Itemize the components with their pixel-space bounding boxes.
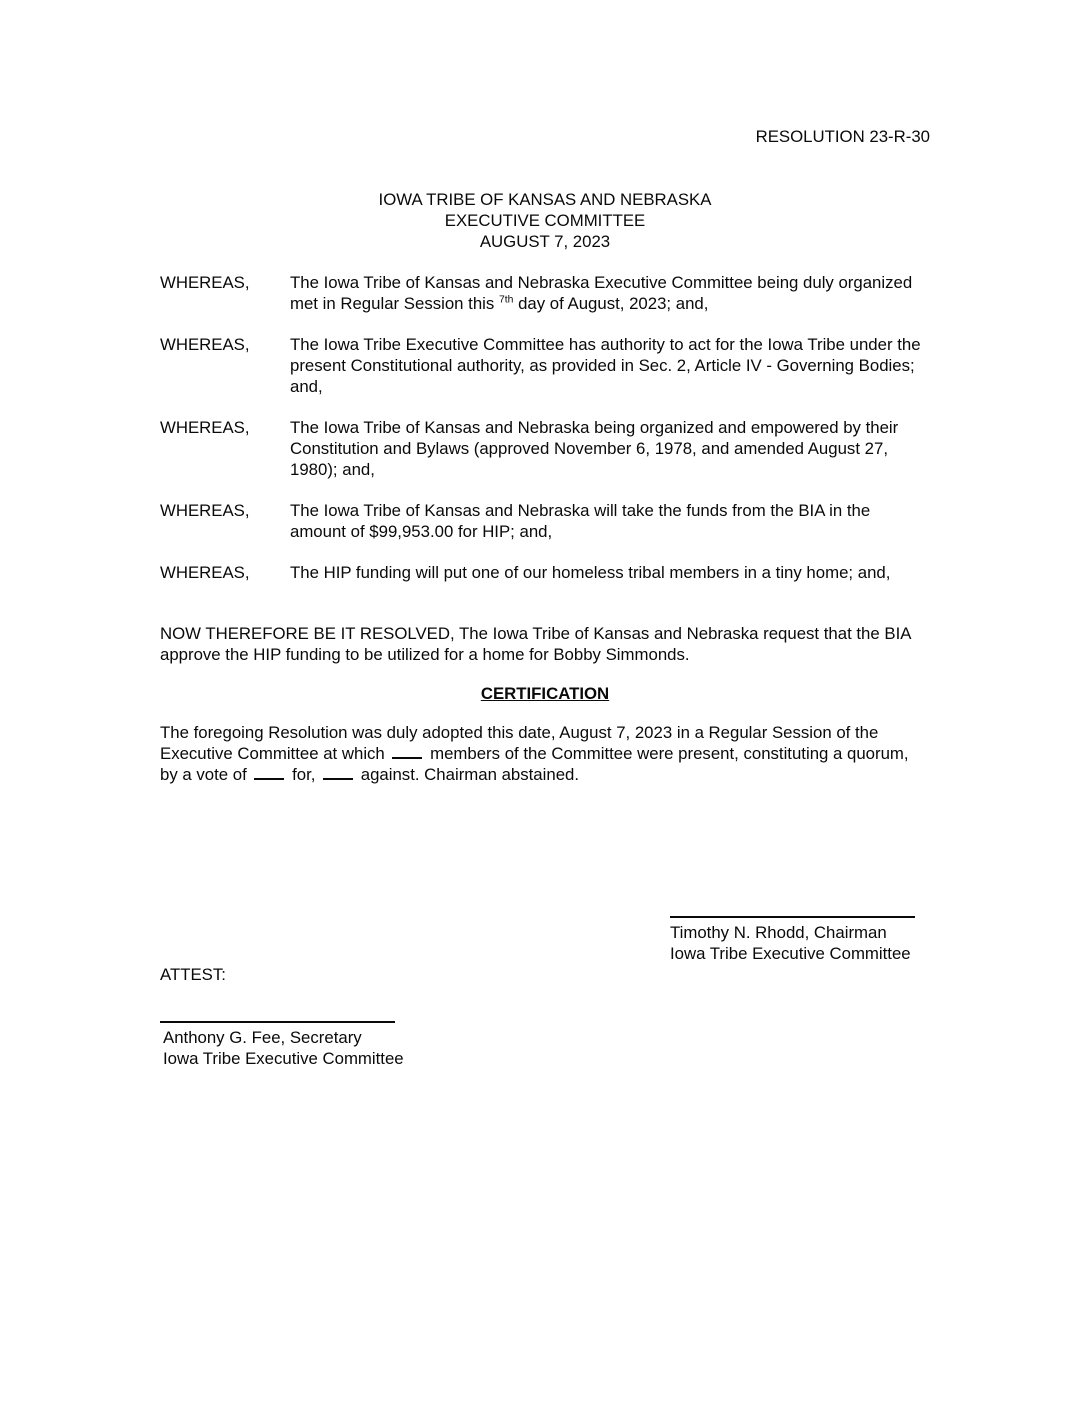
blank-votes-against	[323, 765, 353, 780]
whereas1-pre: The Iowa Tribe of Kansas and Nebraska Executive Committee being duly organized met in Regular Session this	[290, 273, 913, 313]
attest-label: ATTEST:	[160, 965, 226, 984]
secretary-org: Iowa Tribe Executive Committee	[163, 1049, 404, 1068]
secretary-name: Anthony G. Fee, Secretary	[163, 1028, 362, 1047]
chairman-signature-line	[670, 916, 915, 918]
certification-heading: CERTIFICATION	[480, 684, 610, 703]
cert-seg3: for,	[287, 765, 321, 784]
resolved-paragraph: NOW THEREFORE BE IT RESOLVED, The Iowa Tribe of Kansas and Nebraska request that the BIA approve the HIP funding to be utilized for a home for Bobby Simmonds.	[160, 624, 911, 664]
whereas-clause-4	[160, 500, 930, 542]
document-content	[160, 126, 930, 1069]
whereas-text	[290, 272, 930, 314]
chairman-org: Iowa Tribe Executive Committee	[670, 944, 911, 963]
whereas1-post: day of August, 2023; and,	[513, 294, 709, 313]
whereas-text: The HIP funding will put one of our homeless tribal members in a tiny home; and,	[290, 563, 891, 582]
whereas-label: WHEREAS,	[160, 563, 250, 582]
cert-seg2: members of the Committee were present, constituting a quorum, by a vote of	[160, 744, 909, 784]
chairman-name: Timothy N. Rhodd, Chairman	[670, 923, 887, 942]
secretary-signature-block	[160, 1021, 420, 1069]
header-date: AUGUST 7, 2023	[479, 232, 611, 251]
whereas-text: The Iowa Tribe Executive Committee has authority to act for the Iowa Tribe under the present Constitutional authority, as provided in Sec. 2, Article IV - Governing Bodies; and,	[290, 335, 921, 396]
whereas-label: WHEREAS,	[160, 418, 250, 437]
document-header	[160, 189, 930, 252]
blank-members-count	[392, 744, 422, 759]
whereas-clause-5	[160, 562, 930, 583]
certification-paragraph	[160, 722, 930, 785]
secretary-signature-line	[160, 1021, 395, 1023]
header-tribe-name: IOWA TRIBE OF KANSAS AND NEBRASKA	[378, 190, 712, 209]
whereas-clause-2	[160, 334, 930, 397]
whereas-clause-3	[160, 417, 930, 480]
whereas-text: The Iowa Tribe of Kansas and Nebraska being organized and empowered by their Constitution and Bylaws (approved November 6, 1978, and amended August 27, 1980); and,	[290, 418, 899, 479]
cert-seg1: The foregoing Resolution was duly adopted this date, August 7, 2023 in a Regular Session of the Executive Committee at which	[160, 723, 879, 763]
chairman-signature-block	[670, 916, 922, 964]
cert-seg4: against. Chairman abstained.	[356, 765, 580, 784]
whereas-text: The Iowa Tribe of Kansas and Nebraska will take the funds from the BIA in the amount of $99,953.00 for HIP; and,	[290, 501, 871, 541]
header-committee: EXECUTIVE COMMITTEE	[444, 211, 646, 230]
whereas-label: WHEREAS,	[160, 501, 250, 520]
whereas-section	[160, 272, 930, 583]
whereas1-ordinal: 7th	[498, 294, 514, 306]
resolution-number: RESOLUTION 23-R-30	[755, 127, 930, 146]
whereas-clause-1	[160, 272, 930, 314]
whereas-label: WHEREAS,	[160, 335, 250, 354]
whereas-label: WHEREAS,	[160, 273, 250, 292]
blank-votes-for	[254, 765, 284, 780]
